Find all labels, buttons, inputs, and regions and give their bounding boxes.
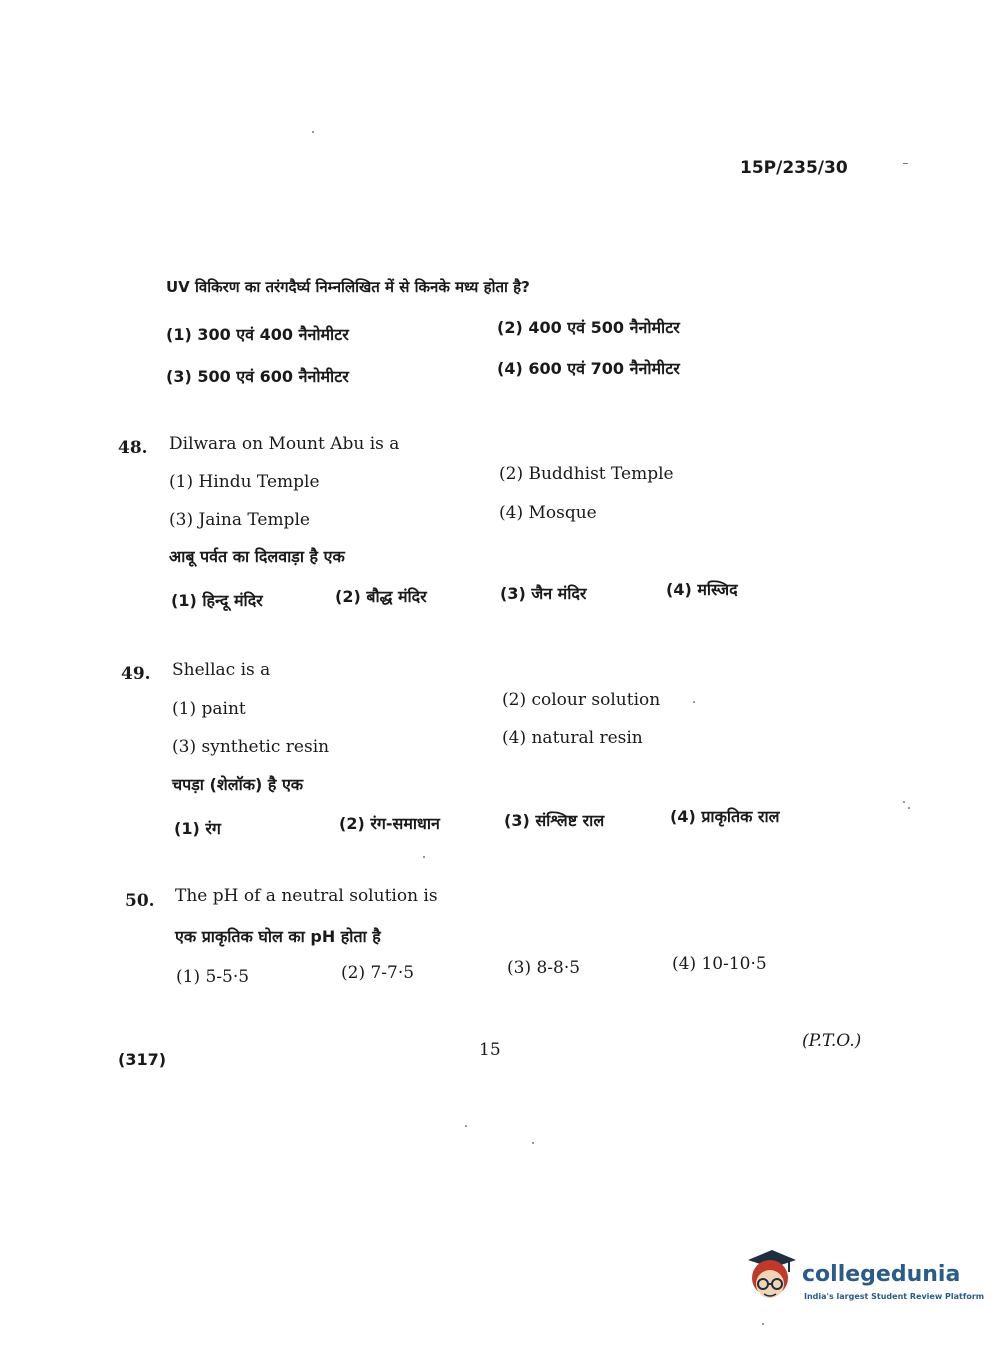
scan-speck (312, 131, 314, 133)
q50-option-2: (2) 7-7·5 (341, 963, 415, 983)
q48-option-2: (2) Buddhist Temple (499, 464, 674, 484)
q49-option-1-hindi: (1) रंग (174, 819, 221, 838)
q49-option-4: (4) natural resin (502, 728, 643, 748)
q48-option-1: (1) Hindu Temple (169, 472, 320, 492)
q50-question: The pH of a neutral solution is (175, 886, 438, 906)
q49-option-4-hindi: (4) प्राकृतिक राल (670, 807, 780, 826)
q49-option-2-hindi: (2) रंग-समाधान (339, 814, 440, 833)
scan-speck (423, 856, 425, 858)
q50-option-3: (3) 8-8·5 (507, 958, 581, 978)
page-number: 15 (479, 1040, 501, 1060)
q48-option-4-hindi: (4) मस्जिद (666, 580, 738, 599)
q47-option-1: (1) 300 एवं 400 नैनोमीटर (166, 325, 349, 344)
scan-speck (908, 807, 910, 809)
q47-option-3: (3) 500 एवं 600 नैनोमीटर (166, 367, 349, 386)
q49-option-3-hindi: (3) संश्लिष्ट राल (504, 811, 605, 830)
q49-option-3: (3) synthetic resin (172, 737, 330, 757)
q48-option-1-hindi: (1) हिन्दू मंदिर (171, 591, 263, 610)
paper-code: 15P/235/30 (740, 158, 848, 178)
q47-option-2: (2) 400 एवं 500 नैनोमीटर (497, 318, 680, 337)
pto-label: (P.T.O.) (802, 1031, 862, 1051)
q50-option-1: (1) 5-5·5 (176, 967, 250, 987)
scan-speck (762, 1323, 764, 1325)
logo-tagline: India's largest Student Review Platform (804, 1292, 985, 1301)
q48-option-4: (4) Mosque (499, 503, 597, 523)
scan-speck (693, 701, 695, 703)
q48-option-2-hindi: (2) बौद्ध मंदिर (335, 587, 427, 606)
q48-question-hindi: आबू पर्वत का दिलवाड़ा है एक (169, 547, 345, 566)
q50-number: 50. (125, 891, 155, 911)
q50-question-hindi: एक प्राकृतिक घोल का pH होता है (175, 927, 381, 946)
q48-option-3: (3) Jaina Temple (169, 510, 310, 530)
logo-wordmark: collegedunia (802, 1262, 961, 1287)
q47-option-4: (4) 600 एवं 700 नैनोमीटर (497, 359, 680, 378)
q48-question: Dilwara on Mount Abu is a (169, 434, 400, 454)
q50-option-4: (4) 10-10·5 (672, 954, 767, 974)
q49-number: 49. (121, 664, 151, 684)
q49-option-2: (2) colour solution (502, 690, 661, 710)
mascot-icon (742, 1248, 798, 1310)
scan-speck (465, 1125, 467, 1127)
scan-speck (903, 163, 908, 164)
q49-question: Shellac is a (172, 660, 271, 680)
q49-option-1: (1) paint (172, 699, 246, 719)
scan-speck (903, 801, 905, 803)
q49-question-hindi: चपड़ा (शेलॉक) है एक (172, 775, 304, 794)
q47-question-hindi: UV विकिरण का तरंगदैर्घ्य निम्नलिखित में से किनके मध्य होता है? (166, 278, 530, 296)
q48-number: 48. (118, 438, 148, 458)
set-code: (317) (118, 1050, 167, 1069)
scan-speck (532, 1142, 534, 1144)
q48-option-3-hindi: (3) जैन मंदिर (500, 584, 587, 603)
collegedunia-logo (742, 1248, 985, 1310)
